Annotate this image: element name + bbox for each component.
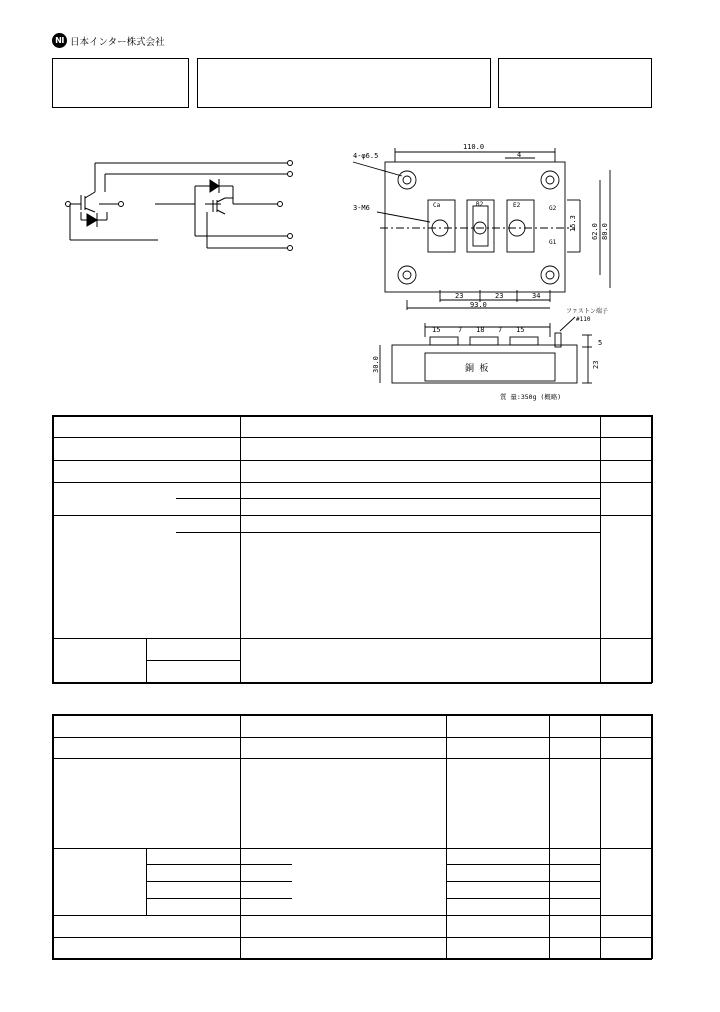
tab-spec-label: ファストン端子	[566, 308, 608, 315]
package-outline-top	[345, 140, 615, 310]
dim-62-label: 62.0	[591, 223, 599, 240]
company-name: 日本インター株式会社	[70, 36, 165, 48]
dim-5-label: 5	[598, 339, 603, 347]
dim-15-3-label: 15.3	[569, 215, 577, 232]
dim-80-label: 80.0	[601, 223, 609, 240]
dim-34-label: 34	[532, 292, 541, 300]
terminal-g2-label: G2	[549, 205, 557, 212]
dim-7b-label: 7	[498, 326, 503, 334]
dim-23a-label: 23	[455, 292, 464, 300]
dim-15b-label: 15	[516, 326, 525, 334]
header-box-right	[498, 58, 652, 108]
terminal-b2-label: B2	[476, 201, 484, 208]
dim-18-label: 18	[476, 326, 485, 334]
terminal-e2-label: E2	[513, 202, 521, 209]
hole-spec-label: 4-φ6.5	[353, 152, 379, 160]
tab-size-label: #110	[576, 316, 591, 323]
screw-spec-label: 3-M6	[353, 204, 370, 212]
terminal-g1-label: G1	[549, 239, 557, 246]
header-box-left	[52, 58, 189, 108]
dim-23b-label: 23	[495, 292, 504, 300]
circuit-schematic	[55, 150, 305, 260]
package-outline-side	[370, 305, 610, 405]
dim-7a-label: 7	[458, 326, 463, 334]
dim-15a-label: 15	[432, 326, 441, 334]
dim-23-side-label: 23	[592, 360, 600, 369]
dim-4-label: 4	[517, 151, 522, 159]
dim-93-label: 93.0	[470, 301, 487, 309]
weight-label: 質 量:350g (概略)	[500, 393, 562, 401]
terminal-ca-label: Ca	[433, 202, 441, 209]
total-width-label: 110.0	[463, 143, 485, 151]
company-logo	[52, 33, 165, 48]
dim-30-label: 30.0	[372, 356, 380, 373]
header-box-center	[197, 58, 491, 108]
logo-mark: NI	[52, 33, 67, 48]
base-plate-label: 銅 板	[465, 364, 489, 374]
